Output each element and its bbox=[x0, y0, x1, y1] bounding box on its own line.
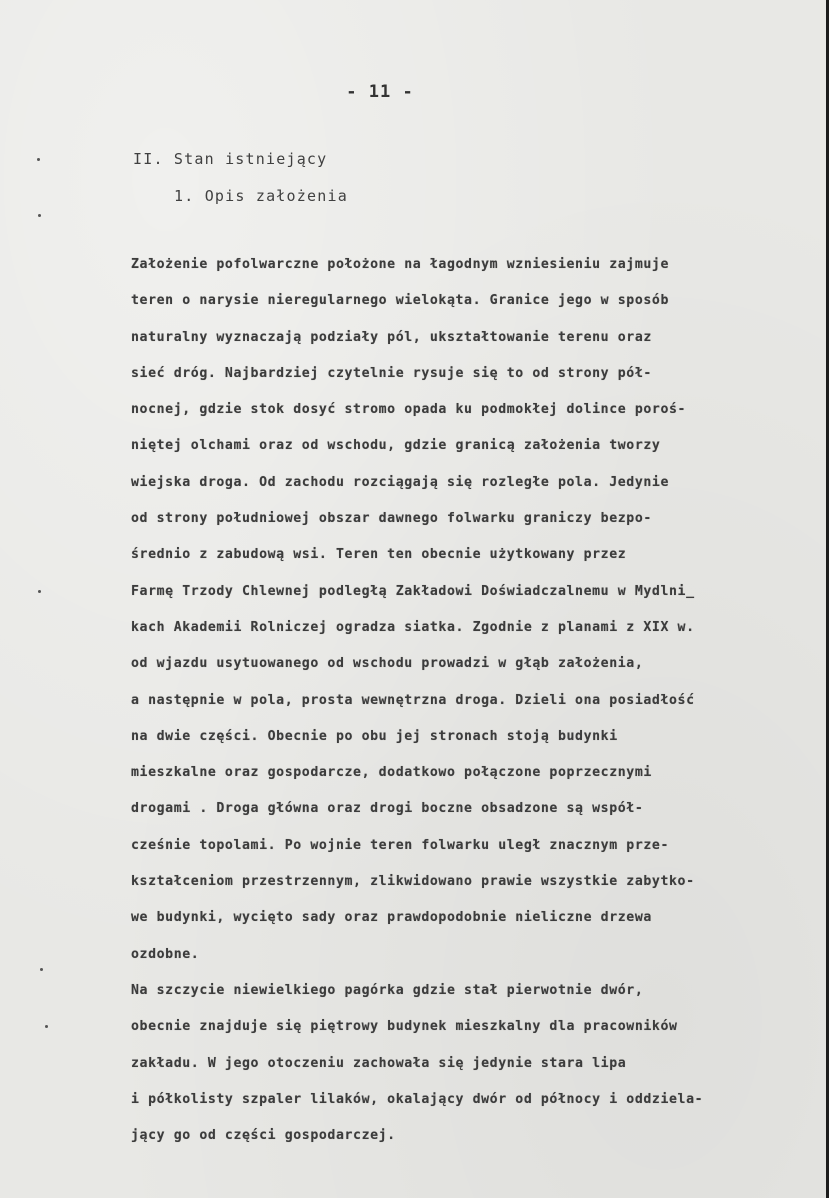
text-line: Na szczycie niewielkiego pagórka gdzie stał pierwotnie dwór, bbox=[131, 982, 644, 998]
text-line: ozdobne. bbox=[131, 946, 200, 962]
text-line: naturalny wyznaczają podziały pól, ukształtowanie terenu oraz bbox=[131, 329, 652, 345]
text-line: niętej olchami oraz od wschodu, gdzie granicą założenia tworzy bbox=[131, 438, 661, 454]
text-line: Założenie pofolwarczne położone na łagodnym wzniesieniu zajmuje bbox=[131, 257, 669, 272]
text-line: średnio z zabudową wsi. Teren ten obecnie użytkowany przez bbox=[131, 547, 627, 563]
text-line: kształceniom przestrzennym, zlikwidowano prawie wszystkie zabytko- bbox=[131, 874, 695, 890]
text-line: mieszkalne oraz gospodarcze, dodatkowo połączone poprzecznymi bbox=[131, 765, 652, 781]
text-line: obecnie znajduje się piętrowy budynek mieszkalny dla pracowników bbox=[131, 1019, 678, 1035]
text-line: drogami . Droga główna oraz drogi boczne obsadzone są współ- bbox=[131, 801, 644, 817]
margin-mark bbox=[38, 590, 41, 593]
margin-mark bbox=[37, 158, 40, 161]
text-line: cześnie topolami. Po wojnie teren folwarku uległ znacznym prze- bbox=[131, 837, 669, 853]
text-line: i półkolisty szpaler lilaków, okalający dwór od północy i oddziela- bbox=[131, 1091, 704, 1107]
text-line: od wjazdu usytuowanego od wschodu prowadzi w głąb założenia, bbox=[131, 656, 644, 672]
text-line: na dwie części. Obecnie po obu jej stronach stoją budynki bbox=[131, 728, 618, 744]
section-heading: II. Stan istniejący bbox=[133, 150, 328, 168]
margin-mark bbox=[45, 1025, 48, 1028]
text-line: sieć dróg. Najbardziej czytelnie rysuje się to od strony pół- bbox=[131, 365, 652, 381]
text-line: we budynki, wycięto sady oraz prawdopodobnie nieliczne drzewa bbox=[131, 910, 652, 926]
page-number: - 11 - bbox=[346, 82, 414, 102]
text-line: zakładu. W jego otoczeniu zachowała się jedynie stara lipa bbox=[131, 1055, 627, 1071]
text-line: wiejska droga. Od zachodu rozciągają się rozległe pola. Jedynie bbox=[131, 474, 669, 490]
body-text bbox=[131, 255, 821, 1162]
margin-mark bbox=[40, 968, 43, 971]
text-line: a następnie w pola, prosta wewnętrzna droga. Dzieli ona posiadłość bbox=[131, 692, 695, 708]
text-line: Farmę Trzody Chlewnej podległą Zakładowi Doświadczalnemu w Mydlni_ bbox=[131, 583, 695, 599]
text-line: nocnej, gdzie stok dosyć stromo opada ku podmokłej dolince poroś- bbox=[131, 402, 687, 418]
text-line: kach Akademii Rolniczej ogradza siatka. Zgodnie z planami z XIX w. bbox=[131, 619, 695, 635]
text-line: jący go od części gospodarczej. bbox=[131, 1128, 396, 1144]
text-line: od strony południowej obszar dawnego folwarku graniczy bezpo- bbox=[131, 511, 652, 527]
margin-mark bbox=[38, 214, 41, 217]
text-line: teren o narysie nieregularnego wielokąta. Granice jego w sposób bbox=[131, 293, 669, 309]
sub-heading: 1. Opis założenia bbox=[174, 187, 348, 205]
